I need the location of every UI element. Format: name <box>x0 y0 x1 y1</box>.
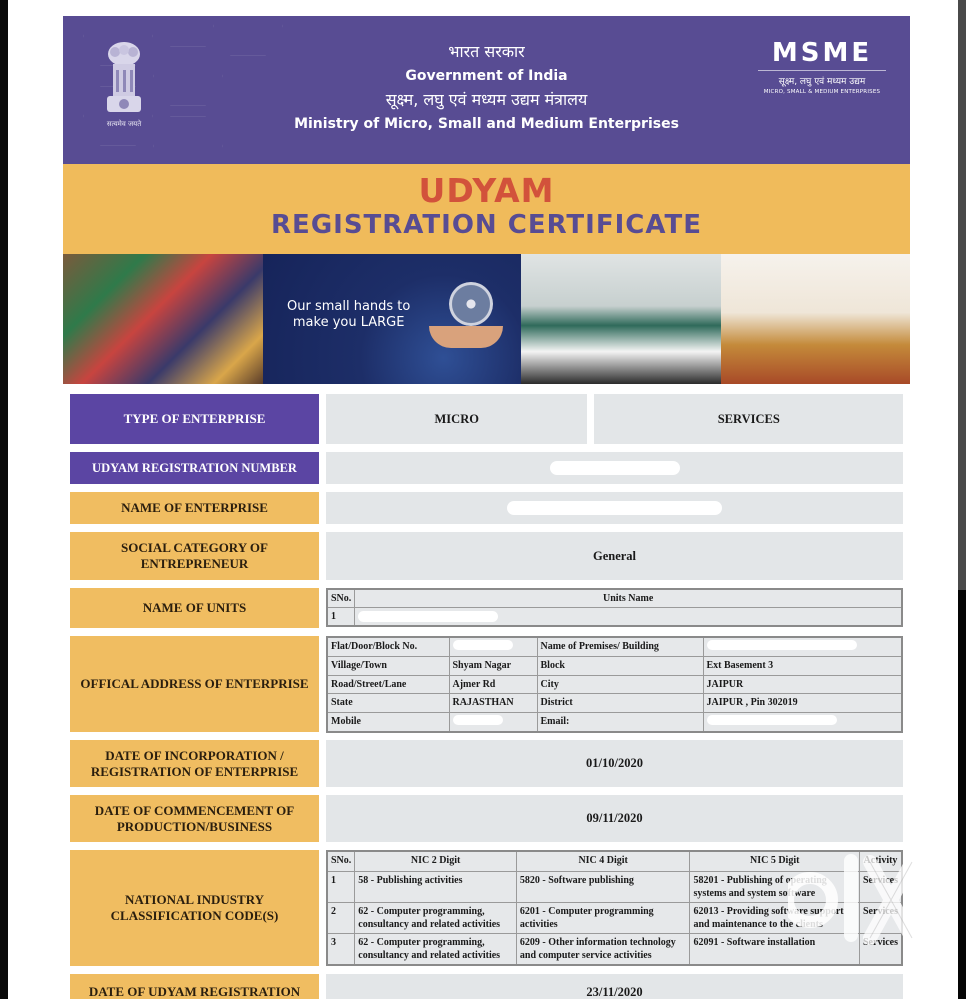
office-photo <box>521 254 721 384</box>
value-registration-number-redacted <box>326 452 903 484</box>
screen-edge-left <box>0 0 8 999</box>
row-nic-codes <box>70 850 903 966</box>
ministry-title: Ministry of Micro, Small and Medium Enterprises <box>294 116 679 132</box>
value-social-category: General <box>326 532 903 580</box>
label-date-of-udyam-registration: DATE OF UDYAM REGISTRATION <box>70 974 319 999</box>
certificate-header <box>63 16 910 164</box>
value-enterprise-category: SERVICES <box>594 394 903 444</box>
chakra-wheel-icon <box>449 282 493 326</box>
row-name-of-enterprise <box>70 492 903 524</box>
units-table <box>326 588 903 627</box>
hand-icon <box>429 326 503 348</box>
certificate-title-band <box>63 164 910 254</box>
email-redacted <box>703 712 902 732</box>
emblem-caption: सत्यमेव जयते <box>106 120 142 128</box>
value-name-of-enterprise-redacted <box>326 492 903 524</box>
units-header-name: Units Name <box>355 589 902 608</box>
value-date-of-commencement: 09/11/2020 <box>326 795 903 842</box>
mobile-redacted <box>449 712 537 732</box>
msme-hindi-tagline: सूक्ष्म, लघु एवं मध्यम उद्यम <box>778 77 866 87</box>
artisan-photo <box>63 254 263 384</box>
flat-number-redacted <box>449 637 537 657</box>
row-date-of-commencement <box>70 795 903 842</box>
hindi-ministry-title: सूक्ष्म, लघु एवं मध्यम उद्यम मंत्रालय <box>385 90 588 109</box>
value-enterprise-size: MICRO <box>326 394 587 444</box>
table-row: Village/Town Shyam Nagar Block Ext Basement 3 <box>327 657 902 676</box>
slogan-panel <box>263 254 521 384</box>
address-table <box>326 636 903 733</box>
label-nic-codes: NATIONAL INDUSTRY CLASSIFICATION CODE(S) <box>70 850 319 966</box>
value-date-of-incorporation: 01/10/2020 <box>326 740 903 787</box>
row-date-of-udyam-registration <box>70 974 903 999</box>
msme-wordmark: MSME <box>771 38 873 68</box>
screen-edge-right-lower <box>958 590 966 999</box>
msme-logo <box>758 38 886 95</box>
table-row: 1 <box>327 608 902 627</box>
unit-name-redacted <box>355 608 902 627</box>
row-social-category <box>70 532 903 580</box>
value-date-of-udyam-registration: 23/11/2020 <box>326 974 903 999</box>
govt-title: Government of India <box>405 68 568 84</box>
table-row: 2 62 - Computer programming, consultancy and related activities 6201 - Computer programming activities 62013 - Providing software support and maintenance to the clients Services <box>327 902 902 933</box>
row-registration-number <box>70 452 903 484</box>
row-official-address <box>70 636 903 732</box>
table-row: State RAJASTHAN District JAIPUR , Pin 302019 <box>327 694 902 713</box>
label-date-of-commencement: DATE OF COMMENCEMENT OF PRODUCTION/BUSINESS <box>70 795 319 842</box>
promo-banner <box>63 254 910 384</box>
title-udyam: UDYAM <box>418 171 555 210</box>
slogan-text: Our small hands to make you LARGE <box>287 299 411 330</box>
row-name-of-units <box>70 588 903 628</box>
label-registration-number: UDYAM REGISTRATION NUMBER <box>70 452 319 484</box>
table-row: Mobile Email: <box>327 712 902 732</box>
row-date-of-incorporation <box>70 740 903 787</box>
table-row: Flat/Door/Block No. Name of Premises/ Building <box>327 637 902 657</box>
premises-redacted <box>703 637 902 657</box>
label-official-address: OFFICAL ADDRESS OF ENTERPRISE <box>70 636 319 732</box>
title-registration-certificate: REGISTRATION CERTIFICATE <box>271 210 702 240</box>
screen-edge-right <box>958 0 966 590</box>
certificate-fields <box>63 394 910 999</box>
nic-codes-table: SNo. NIC 2 Digit NIC 4 Digit NIC 5 Digit Activity 1 58 - Publishing activities 5820 - Software publishing 58201 - Publishing of operating systems and system software Services 2 62 - Computer programming, consultancy and related activities 6201 - Computer programming activities 62013 - Providing software support and maintenance to the clients Services 3 62 - Computer programming, consultancy and related activities 6209 - Other information technology and computer service activities 62091 - Software installation Services <box>326 850 903 966</box>
label-date-of-incorporation: DATE OF INCORPORATION / REGISTRATION OF ENTERPRISE <box>70 740 319 787</box>
label-type-of-enterprise: TYPE OF ENTERPRISE <box>70 394 319 444</box>
table-row: 1 58 - Publishing activities 5820 - Software publishing 58201 - Publishing of operating systems and system software Services <box>327 871 902 902</box>
hindi-govt-title: भारत सरकार <box>448 42 525 61</box>
table-row: 3 62 - Computer programming, consultancy and related activities 6209 - Other information technology and computer service activities 62091 - Software installation Services <box>327 933 902 965</box>
udyam-certificate <box>63 16 910 999</box>
msme-english-tagline: MICRO, SMALL & MEDIUM ENTERPRISES <box>763 89 881 95</box>
label-name-of-units: NAME OF UNITS <box>70 588 319 628</box>
worker-photo <box>721 254 910 384</box>
label-social-category: SOCIAL CATEGORY OF ENTREPRENEUR <box>70 532 319 580</box>
label-name-of-enterprise: NAME OF ENTERPRISE <box>70 492 319 524</box>
table-row: Road/Street/Lane Ajmer Rd City JAIPUR <box>327 675 902 694</box>
units-header-sno: SNo. <box>327 589 355 608</box>
row-type-of-enterprise <box>70 394 903 444</box>
